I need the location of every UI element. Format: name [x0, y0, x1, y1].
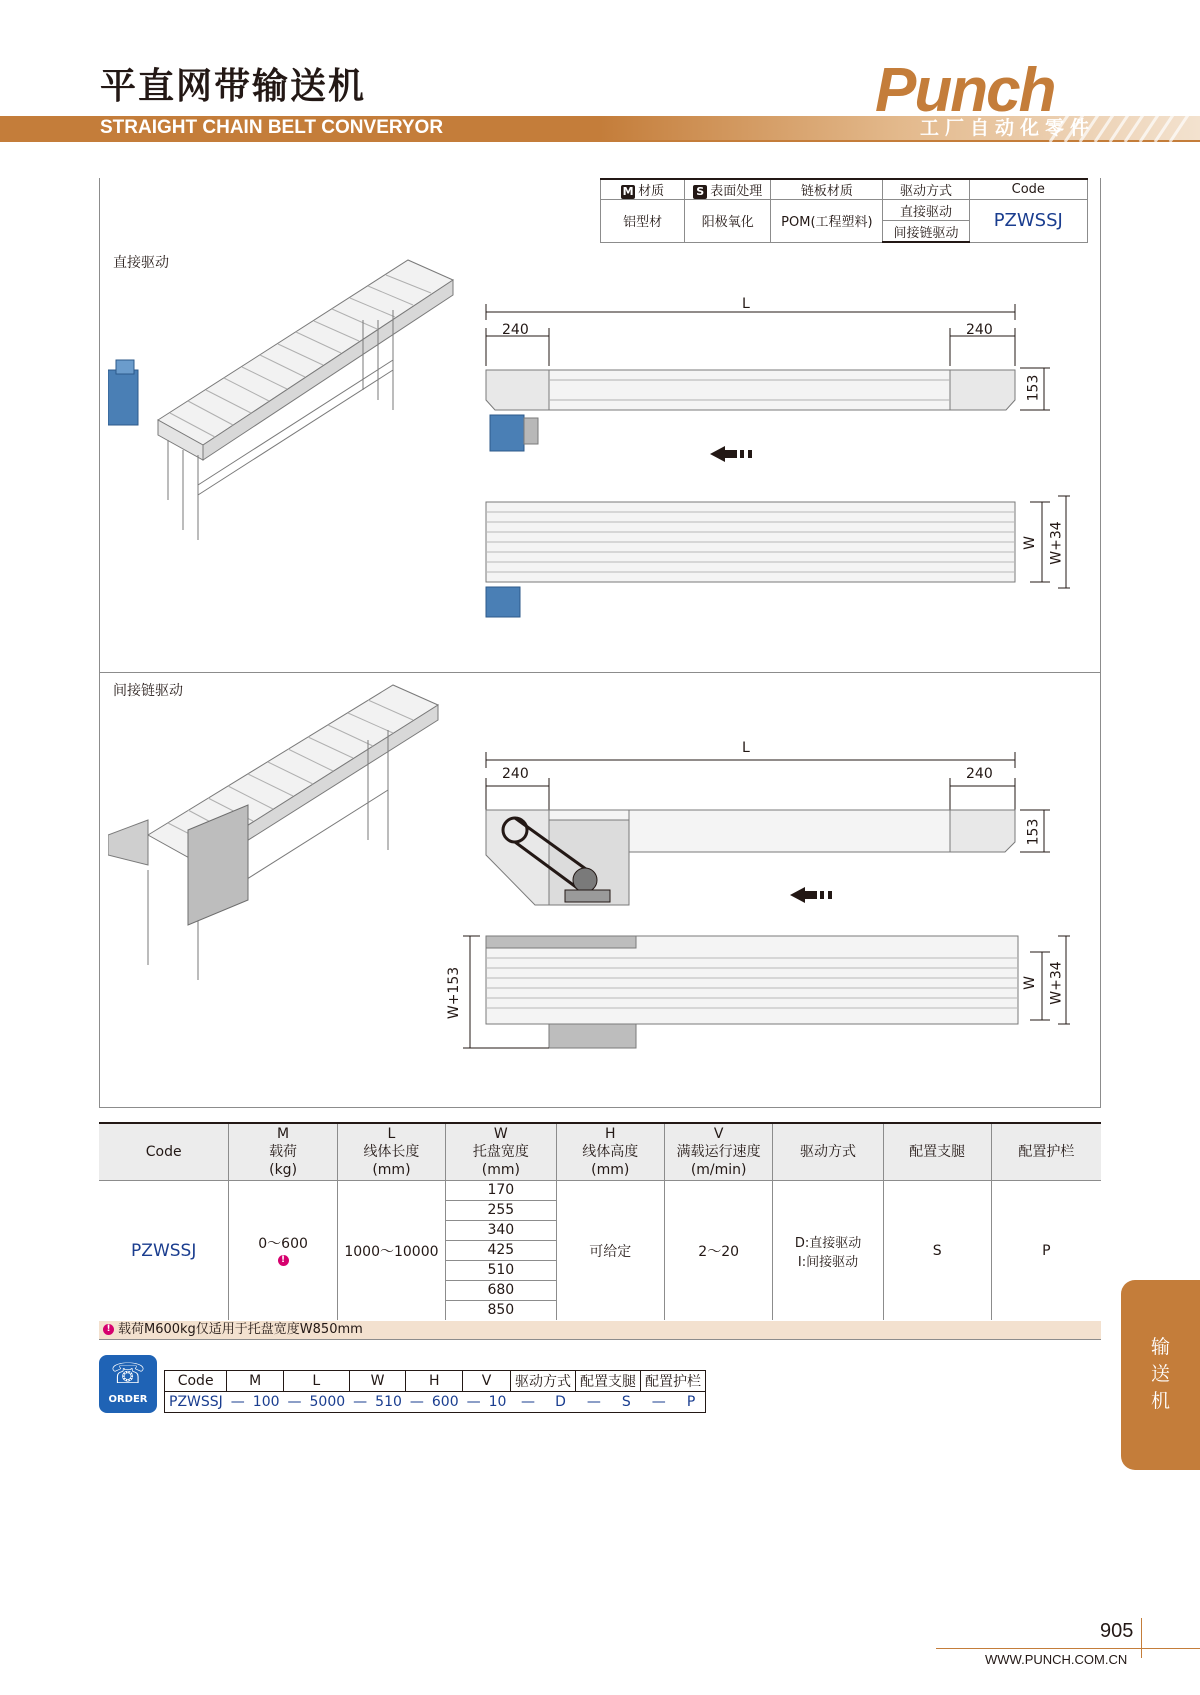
dim-end-left-2: 240 [502, 766, 529, 782]
th-width: W 托盘宽度 (mm) [446, 1123, 556, 1181]
order-v-l: 5000 [306, 1392, 350, 1413]
order-v-drive: D [546, 1392, 576, 1413]
frame-divider [99, 672, 1101, 673]
tab-char: 输 [1150, 1336, 1170, 1358]
th-speed: V 满载运行速度 (m/min) [664, 1123, 773, 1181]
th-height: H 线体高度 (mm) [556, 1123, 664, 1181]
order-v-v: 10 [485, 1392, 511, 1413]
width-option: 255 [446, 1201, 556, 1221]
order-h-code: Code [165, 1371, 227, 1392]
page-title: 平直网带输送机 [100, 66, 367, 107]
row-legs: S [883, 1181, 991, 1321]
surface-value: 阳极氧化 [685, 200, 771, 243]
drive-indirect: 间接链驱动 [883, 221, 969, 243]
order-v-h: 600 [428, 1392, 463, 1413]
th-drive: 驱动方式 [773, 1123, 883, 1181]
width-option: 340 [446, 1221, 556, 1241]
row-speed: 2～20 [664, 1181, 773, 1321]
order-h-legs: 配置支腿 [575, 1371, 640, 1392]
material-value: 铝型材 [601, 200, 685, 243]
order-h-guard: 配置护栏 [640, 1371, 705, 1392]
chain-value: POM(工程塑料) [771, 200, 883, 243]
th-load: M 载荷 (kg) [229, 1123, 337, 1181]
footer-divider [1141, 1618, 1142, 1658]
order-h-m: M [227, 1371, 284, 1392]
dim-height: 153 [1025, 374, 1042, 402]
th-code: Code [99, 1123, 229, 1181]
row-load: 0～600 ! [229, 1181, 337, 1321]
order-h-w: W [349, 1371, 406, 1392]
row-drive: D:直接驱动 I:间接驱动 [773, 1181, 883, 1321]
spec-code: PZWSSJ [969, 200, 1087, 243]
th-length: L 线体长度 (mm) [337, 1123, 445, 1181]
order-example-table: Code M L W H V 驱动方式 配置支腿 配置护栏 PZWSSJ — 100 — 5000 — 510 — 600 — 10 — D — S — P [164, 1370, 706, 1413]
dim-W-2: W [1021, 976, 1038, 990]
order-h-drive: 驱动方式 [510, 1371, 575, 1392]
page-subtitle: STRAIGHT CHAIN BELT CONVERYOR [100, 117, 444, 138]
row-code: PZWSSJ [131, 1240, 197, 1261]
order-h-h: H [406, 1371, 463, 1392]
dim-end-left: 240 [502, 322, 529, 338]
dim-W: W [1021, 536, 1038, 550]
section-indirect-label: 间接链驱动 [113, 683, 183, 699]
th-legs: 配置支腿 [883, 1123, 991, 1181]
order-icon [99, 1355, 157, 1413]
brand-logo: Punch [875, 56, 1055, 125]
dim-W153: W+153 [446, 966, 463, 1020]
indirect-drive-isometric [108, 680, 448, 1000]
col-surface: 表面处理 [710, 184, 763, 199]
width-option: 425 [446, 1241, 556, 1261]
col-drive: 驱动方式 [883, 179, 969, 200]
footer-line [936, 1648, 1200, 1649]
order-v-legs: S [612, 1392, 640, 1413]
dim-end-right-2: 240 [966, 766, 993, 782]
row-length: 1000～10000 [337, 1181, 445, 1321]
order-v-m: 100 [249, 1392, 284, 1413]
dim-height-2: 153 [1025, 818, 1042, 846]
col-material: 材质 [638, 184, 665, 199]
section-direct-label: 直接驱动 [113, 255, 169, 271]
th-guard: 配置护栏 [991, 1123, 1101, 1181]
drive-direct: 直接驱动 [883, 200, 969, 221]
tab-char: 送 [1150, 1363, 1170, 1385]
note-text: 载荷M600kg仅适用于托盘宽度W850mm [118, 1322, 363, 1337]
width-option: 680 [446, 1281, 556, 1301]
page-number: 905 [1100, 1620, 1134, 1642]
direct-drive-side-view [470, 290, 1090, 630]
order-h-l: L [284, 1371, 350, 1392]
order-h-v: V [463, 1371, 511, 1392]
phone-icon: ☏ [110, 1357, 146, 1390]
row-guard: P [991, 1181, 1101, 1321]
order-label: ORDER [108, 1394, 148, 1405]
col-chain: 链板材质 [771, 179, 883, 200]
order-v-code: PZWSSJ [165, 1392, 227, 1413]
width-option: 850 [446, 1301, 556, 1321]
tab-char: 机 [1150, 1390, 1170, 1412]
category-tab[interactable] [1121, 1280, 1200, 1470]
order-v-guard: P [677, 1392, 705, 1413]
load-note [99, 1321, 1101, 1340]
footer-url[interactable]: WWW.PUNCH.COM.CN [985, 1652, 1128, 1667]
material-badge: M [622, 185, 634, 198]
note-marker-icon: ! [103, 1324, 114, 1335]
title-underline [0, 140, 1200, 142]
width-option: 170 [446, 1181, 556, 1201]
spec-table [600, 178, 1088, 243]
dim-end-right: 240 [966, 322, 993, 338]
surface-badge: S [693, 185, 707, 199]
note-marker-icon: ! [278, 1255, 289, 1266]
order-v-w: 510 [371, 1392, 406, 1413]
row-height: 可给定 [556, 1181, 664, 1321]
dim-W34-2: W+34 [1048, 961, 1065, 1005]
indirect-drive-side-view [455, 730, 1090, 1060]
dim-L-label: L [742, 296, 750, 312]
model-table [99, 1122, 1101, 1320]
col-code: Code [969, 179, 1087, 200]
dim-L-label-2: L [742, 740, 750, 756]
width-option: 510 [446, 1261, 556, 1281]
brand-tagline: 工厂自动化零件 [920, 117, 1096, 139]
dim-W34: W+34 [1048, 521, 1065, 565]
direct-drive-isometric [108, 250, 468, 580]
